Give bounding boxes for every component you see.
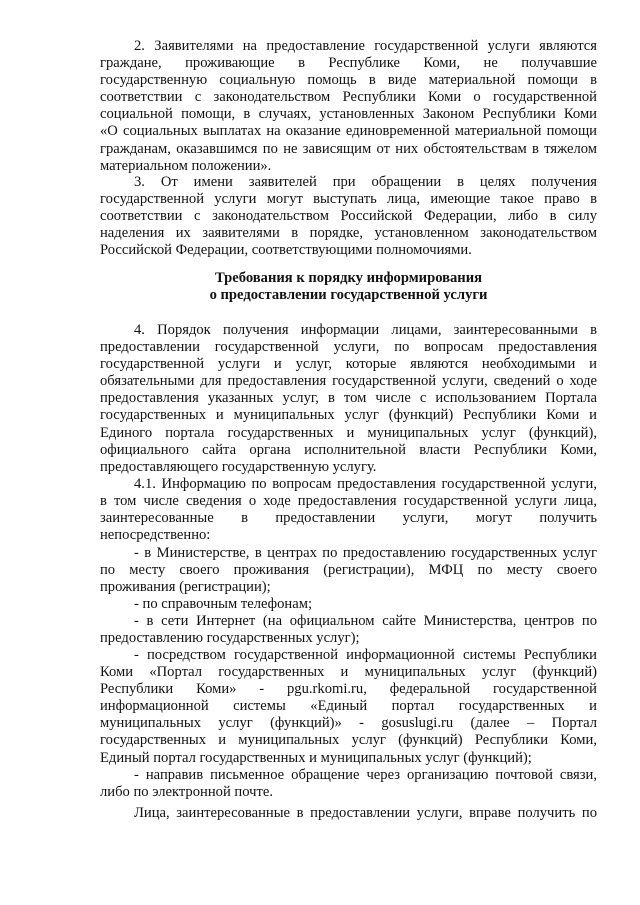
text-line: либо по электронной почте. [100,784,273,801]
text-line: предоставляющего государственную услугу. [100,458,377,475]
text-line: социальной помощи, в случаях, установленных Законом Республики Коми [100,106,597,123]
paragraph-last [100,805,597,822]
text-line: муниципальных услуг (функций)» - gosuslugi.ru (далее – Портал [100,715,597,732]
heading-line: о предоставлении государственной услуги [209,287,488,304]
text-line: материальном положении». [100,157,272,174]
text-line: - по справочным телефонам; [134,596,312,612]
text-line: предоставлению государственных услуг); [100,630,360,647]
list-item-ministry [100,545,597,596]
text-line: Единый портал государственных и муниципальных услуг (функций); [100,749,532,766]
text-line: по месту своего проживания (регистрации), МФЦ по месту своего [100,562,597,579]
text-line: непосредственно: [100,527,211,544]
paragraph-2 [100,38,597,175]
text-line: 2. Заявителями на предоставление государственной услуги являются [134,38,597,54]
text-line: заинтересованные в предоставлении услуги, могут получить [100,510,597,527]
list-item-portal [100,647,597,767]
text-line: 4. Порядок получения информации лицами, заинтересованными в [134,322,597,338]
text-line: 3. От имени заявителей при обращении в целях получения [134,174,597,190]
text-line: - направив письменное обращение через организацию почтовой связи, [134,767,597,783]
text-line: Республики Коми» - pgu.rkomi.ru, федеральной государственной [100,681,597,698]
text-line: - в Министерстве, в центрах по предоставлению государственных услуг [134,545,597,561]
text-line: государственной услуги могут выступать лица, имеющие такое право в [100,191,597,208]
text-line: гражданам, оказавшимся по не зависящим от них обстоятельствам в тяжелом [100,140,597,157]
text-line: - в сети Интернет (на официальном сайте Министерства, центров по [134,613,597,629]
text-line: государственную социальную помощь в виде материальной помощи в [100,72,597,89]
text-line: граждане, проживающие в Республике Коми, не получавшие [100,55,597,72]
paragraph-4 [100,322,597,476]
text-line: официального сайта органа исполнительной власти Республики Коми, [100,441,597,458]
text-line: соответствии с законодательством Республики Коми о государственной [100,89,597,106]
text-line: 4.1. Информацию по вопросам предоставления государственной услуги, [134,476,597,492]
text-line: в том числе сведения о ходе предоставления государственной услуги лица, [100,493,597,510]
text-line: государственной услуги и услуг, которые являются необходимыми и [100,356,597,373]
text-line: государственных и муниципальных услуг (функций) Республики Коми и [100,407,597,424]
paragraph-3 [100,174,597,259]
text-line: Лица, заинтересованные в предоставлении услуги, вправе получить по [134,805,597,821]
text-line: предоставлении государственной услуги, по вопросам предоставления [100,339,597,356]
text-line: государственных и муниципальных услуг (функций) Республики Коми, [100,732,597,749]
list-item-mail [100,767,597,801]
paragraph-4-1 [100,476,597,544]
section-heading [100,270,597,304]
text-line: проживания (регистрации); [100,579,271,596]
text-line: Коми «Портал государственных и муниципальных услуг (функций) [100,664,597,681]
text-line: - посредством государственной информационной системы Республики [134,647,597,663]
text-line: «О социальных выплатах на оказание единовременной материальной помощи [100,123,597,140]
list-item-internet [100,613,597,647]
text-line: наделения их заявителями в порядке, установленном законодательством [100,225,597,242]
heading-line: Требования к порядку информирования [214,270,483,286]
text-line: Российской Федерации, соответствующими полномочиями. [100,242,472,259]
text-line: обязательными для предоставления государственной услуги, сведений о ходе [100,373,597,390]
list-item-phones [100,596,597,613]
text-line: информационной системы «Единый портал государственных и [100,698,597,715]
text-line: Единого портала государственных и муниципальных услуг (функций), [100,424,597,441]
text-line: предоставления указанных услуг, в том числе с использованием Портала [100,390,597,407]
text-line: соответствии с законодательством Российской Федерации, либо в силу [100,208,597,225]
